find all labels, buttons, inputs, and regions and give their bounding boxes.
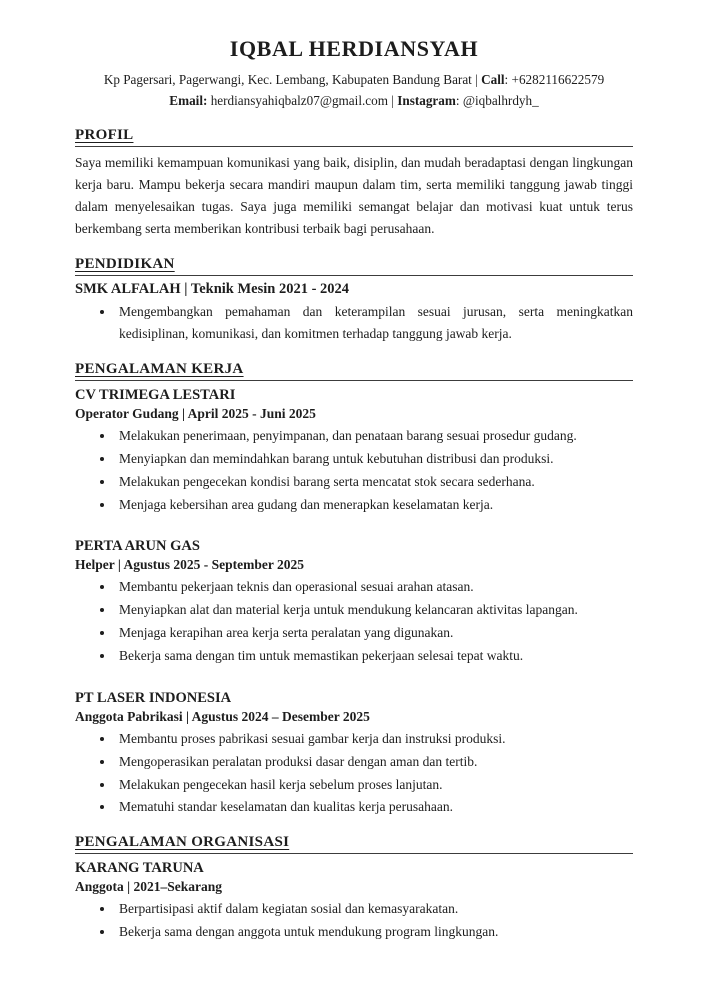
org-bullets [75, 898, 633, 943]
education-school: SMK ALFALAH | Teknik Mesin 2021 - 2024 [75, 281, 350, 298]
profil-body: Saya memiliki kemampuan komunikasi yang baik, disiplin, dan mudah beradaptasi dengan lingkungan kerja baru. Mampu bekerja secara mandiri maupun dalam tim, serta memiliki tanggung jawab tinggi dalam menyelesaikan tugas. Saya juga memiliki semangat belajar dan motivasi kuat untuk terus berkembang serta memberikan kontribusi terbaik bagi perusahaan. [75, 155, 633, 237]
instagram-value: : @iqbalhrdyh_ [455, 93, 539, 109]
section-title-profil [75, 127, 633, 147]
bullet-item: • Menjaga kebersihan area gudang dan menerapkan keselamatan kerja. [115, 494, 633, 516]
work-bullets [75, 728, 633, 818]
section-title-organisasi [75, 834, 633, 854]
call-label: Call [481, 72, 505, 87]
section-profil [75, 127, 633, 240]
bullet-item: • Membantu proses pabrikasi sesuai gambar kerja dan instruksi produksi. [115, 728, 633, 750]
email-value: herdiansyahiqbalz07@gmail.com | [207, 93, 398, 109]
bullet-item: • Mematuhi standar keselamatan dan kualitas kerja perusahaan. [115, 796, 633, 818]
contact-address: Kp Pagersari, Pagerwangi, Kec. Lembang, Kabupaten Bandung Barat | [103, 72, 482, 87]
organization-name: KARANG TARUNA [75, 860, 204, 877]
section-title-profil-text: PROFIL [75, 127, 134, 144]
company-name: PT LASER INDONESIA [75, 689, 232, 706]
work-entry-laser-indonesia [75, 690, 633, 818]
bullet-item: • Menyiapkan dan memindahkan barang untuk kebutuhan distribusi dan produksi. [115, 448, 633, 470]
work-entry-trimega [75, 387, 633, 515]
bullet-item: • Melakukan pengecekan kondisi barang serta mencatat stok secara sederhana. [115, 471, 633, 493]
section-title-kerja-text: PENGALAMAN KERJA [75, 360, 244, 377]
section-pendidikan [75, 256, 633, 345]
bullet-item: • Melakukan pengecekan hasil kerja sebelum proses lanjutan. [115, 774, 633, 796]
bullet-item: • Bekerja sama dengan anggota untuk mendukung program lingkungan. [115, 921, 633, 943]
company-name: PERTA ARUN GAS [75, 538, 200, 555]
contact-line-1 [75, 69, 633, 90]
bullet-item: • Menjaga kerapihan area kerja serta peralatan yang digunakan. [115, 622, 633, 644]
bullet-item: • Mengembangkan pemahaman dan keterampilan sesuai jurusan, serta meningkatkan kedisiplinan, komunikasi, dan komitmen terhadap tanggung jawab kerja. [115, 301, 633, 345]
role-and-dates: Operator Gudang | April 2025 - Juni 2025 [75, 405, 316, 421]
role-and-dates: Anggota | 2021–Sekarang [75, 879, 222, 895]
role-and-dates: Anggota Pabrikasi | Agustus 2024 – Desember 2025 [75, 708, 370, 724]
org-entry-karang-taruna [75, 860, 633, 943]
email-label: Email: [169, 93, 208, 109]
resume-header [75, 36, 633, 111]
call-value: : +6282116622579 [504, 72, 605, 87]
section-title-pendidikan-text: PENDIDIKAN [75, 256, 175, 273]
contact-line-2 [75, 90, 633, 111]
section-pengalaman-organisasi [75, 834, 633, 943]
work-entry-perta-arun [75, 538, 633, 666]
section-pengalaman-kerja [75, 361, 633, 818]
bullet-item: • Bekerja sama dengan tim untuk memastikan pekerjaan selesai tepat waktu. [115, 645, 633, 667]
section-title-organisasi-text: PENGALAMAN ORGANISASI [75, 834, 290, 851]
education-bullets [75, 301, 633, 345]
instagram-label: Instagram [397, 93, 456, 109]
bullet-item: • Membantu pekerjaan teknis dan operasional sesuai arahan atasan. [115, 576, 633, 598]
bullet-item: • Berpartisipasi aktif dalam kegiatan sosial dan kemasyarakatan. [115, 898, 633, 920]
section-title-kerja [75, 361, 633, 381]
bullet-item: • Melakukan penerimaan, penyimpanan, dan penataan barang sesuai prosedur gudang. [115, 425, 633, 447]
work-bullets [75, 425, 633, 515]
role-and-dates: Helper | Agustus 2025 - September 2025 [75, 557, 304, 573]
bullet-item: • Mengoperasikan peralatan produksi dasar dengan aman dan tertib. [115, 751, 633, 773]
company-name: CV TRIMEGA LESTARI [75, 386, 236, 403]
bullet-item: • Menyiapkan alat dan material kerja untuk mendukung kelancaran aktivitas lapangan. [115, 599, 633, 621]
section-title-pendidikan [75, 256, 633, 276]
work-bullets [75, 576, 633, 666]
candidate-name: IQBAL HERDIANSYAH [229, 36, 479, 61]
